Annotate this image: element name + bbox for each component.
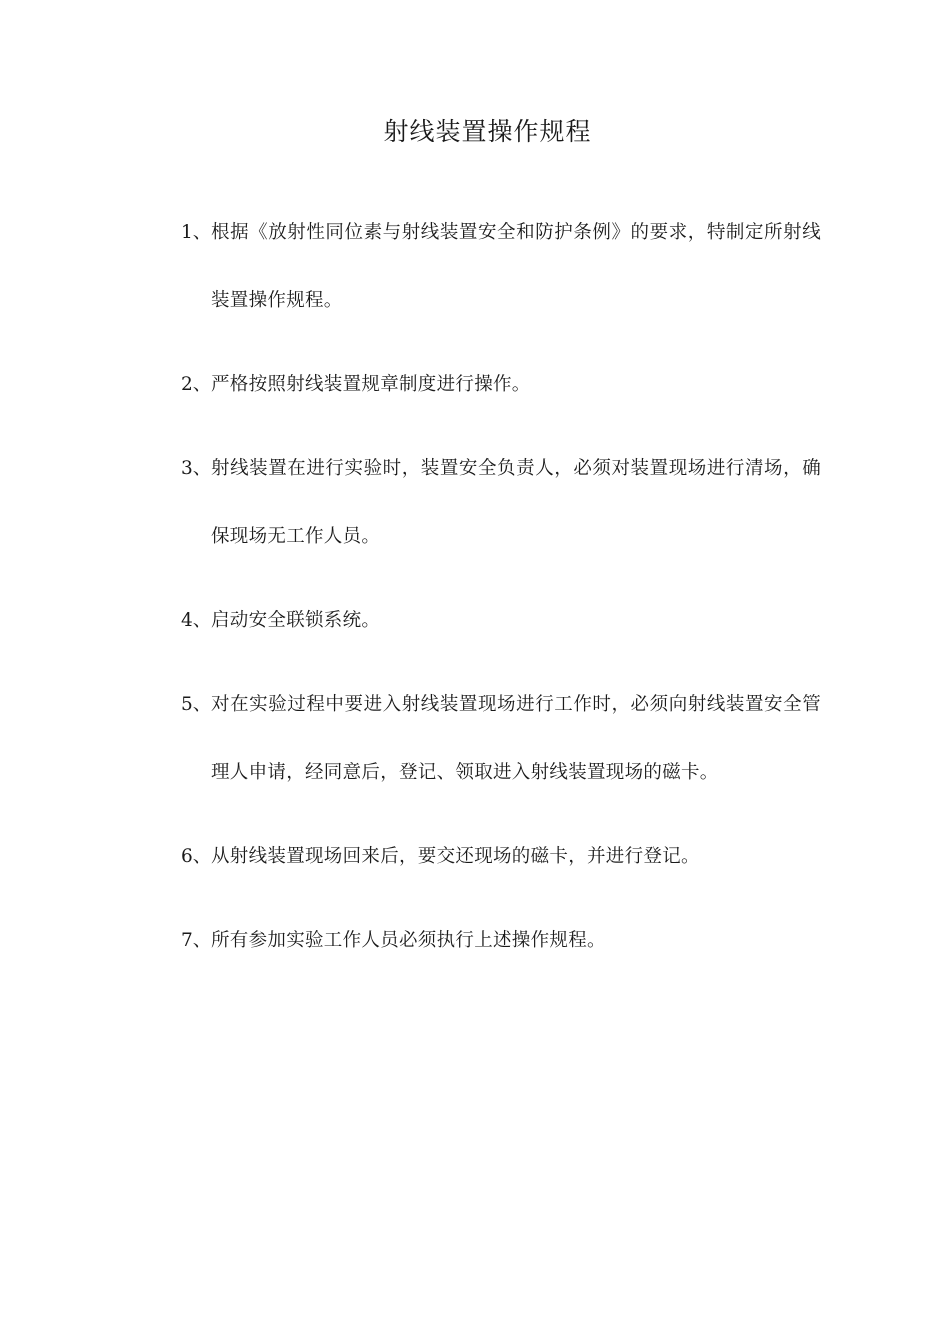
rule-text: 射线装置在进行实验时，装置安全负责人，必须对装置现场进行清场，确保现场无工作人员。 [211, 458, 821, 547]
rule-text: 根据《放射性同位素与射线装置安全和防护条例》的要求，特制定所射线装置操作规程。 [211, 222, 821, 311]
rule-text: 严格按照射线装置规章制度进行操作。 [211, 374, 531, 395]
rule-text: 对在实验过程中要进入射线装置现场进行工作时，必须向射线装置安全管理人申请，经同意后，登记、领取进入射线装置现场的磁卡。 [211, 694, 821, 783]
rule-text: 所有参加实验工作人员必须执行上述操作规程。 [211, 930, 606, 951]
rule-item-3 [181, 435, 821, 571]
rule-item-7 [181, 907, 821, 975]
document-title: 射线装置操作规程 [383, 117, 592, 146]
rule-item-6 [181, 823, 821, 891]
rule-item-5 [181, 671, 821, 807]
rule-text: 从射线装置现场回来后，要交还现场的磁卡，并进行登记。 [211, 846, 700, 867]
rule-item-1 [181, 199, 821, 335]
rule-number: 1、 [181, 222, 212, 243]
rule-text: 启动安全联锁系统。 [211, 610, 381, 631]
rule-number: 2、 [181, 374, 212, 395]
rule-number: 3、 [181, 458, 212, 479]
rule-number: 4、 [181, 610, 212, 631]
rule-item-2 [181, 351, 821, 419]
rule-number: 5、 [181, 694, 212, 715]
rule-number: 7、 [181, 930, 212, 951]
rule-number: 6、 [181, 846, 212, 867]
rules-list [181, 199, 821, 991]
rule-item-4 [181, 587, 821, 655]
